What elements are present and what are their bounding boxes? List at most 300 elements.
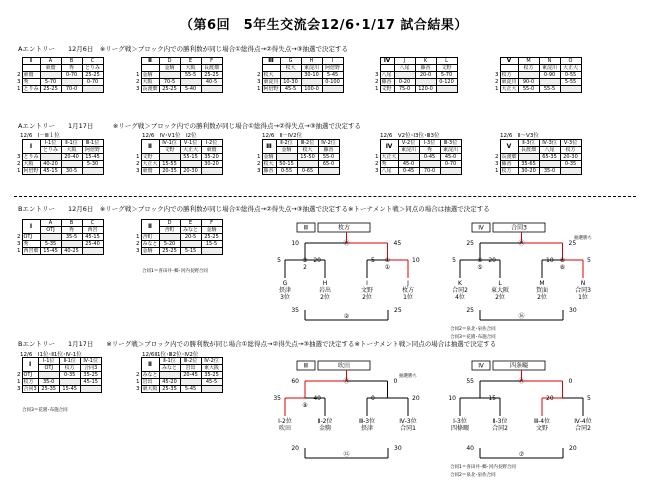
score-cell: 5-20 — [159, 241, 180, 248]
col-header: F — [201, 220, 222, 227]
b1-bracket-b-score-m1: 5 — [452, 257, 456, 264]
col-team: みなと — [159, 365, 180, 372]
col-team: 枚方 — [59, 365, 80, 372]
b1-bracket-a-match-no-3: ① — [384, 264, 391, 271]
row-team: 枚方 — [22, 379, 38, 386]
score-cell: 5-35 — [40, 241, 61, 248]
b2-bracket-b-score-top-r: 0 — [568, 378, 573, 385]
rank: 3 — [136, 248, 140, 254]
b2-bracket-b-score-m4: 5 — [587, 395, 591, 402]
score-cell: 0-55 — [276, 168, 297, 175]
row-team: 舎町 — [141, 234, 159, 241]
b2-bracket-a-seed-team-3: Ⅲ-3位 — [358, 418, 376, 425]
col-header: Ⅴ-1位 — [180, 140, 201, 147]
row-team: 大阪 — [141, 79, 159, 86]
score-cell: 0-100 — [322, 79, 343, 86]
col-header: Ⅲ-3位 — [440, 140, 461, 147]
rank: 2 — [17, 372, 21, 378]
b1-bracket-b-match-no: ⑭ — [518, 240, 525, 247]
row-team: 秀 — [22, 241, 40, 248]
col-header: D — [159, 58, 180, 65]
b1-bracket-b-match-no-2: ⑥ — [477, 257, 483, 264]
col-header: Ⅴ-2位 — [398, 140, 419, 147]
block-roman: Ⅱ — [141, 140, 159, 154]
col-team: 藤香 — [415, 65, 436, 72]
col-team: 金駒 — [159, 65, 180, 72]
rank: 1 — [136, 154, 140, 160]
b1-bracket-a-seed-code-4: J — [407, 280, 409, 287]
b1-bracket-a-seed-place-3: 2位 — [362, 294, 372, 301]
rank: 2 — [17, 72, 21, 78]
b2-bracket-b-seed-place-3: 文野 — [535, 425, 549, 432]
rank: 1 — [375, 86, 379, 92]
b1-bracket-b-score-top-r: 25 — [568, 240, 577, 247]
score-cell: 55-0 — [518, 86, 539, 93]
col-team: 金駒 — [201, 227, 222, 234]
score-cell: 5-45 — [180, 386, 201, 393]
score-cell: 45-15 — [80, 379, 101, 386]
rank: 1 — [17, 86, 21, 92]
a2-block-head-2: 12/6 Ⅳ･Ⅴ1位 Ⅰ2位 — [142, 133, 197, 139]
b2-bracket-b-score-m1: 10 — [448, 395, 456, 402]
row-team: 八尾 — [380, 72, 394, 79]
b1-bracket-b-seed-code-1: K — [458, 280, 462, 287]
col-team: 舎町 — [159, 227, 180, 234]
b1-bracket-a-champion-name: 枚方 — [337, 224, 351, 232]
score-cell: 35-5 — [61, 234, 82, 241]
score-cell: 70-5 — [159, 79, 180, 86]
score-cell: 45-20 — [159, 379, 180, 386]
score-cell: 0-70 — [82, 79, 103, 86]
col-team: 秀 — [61, 227, 82, 234]
row-team: 金駒 — [262, 154, 276, 161]
score-cell: 45-5 — [280, 86, 301, 93]
b2-bracket-b-score-m3: 20 — [546, 395, 554, 402]
score-cell: 25-40 — [82, 241, 103, 248]
b1-bracket-b-match-no-3: ⑧ — [559, 264, 566, 271]
b1-bracket-b-score-top-l: 25 — [466, 240, 474, 247]
rank: 3 — [375, 168, 379, 174]
row-team: 西宮畑 — [23, 248, 39, 254]
rank: 1 — [136, 72, 140, 78]
b1-bracket-b-badge: 抽選勝ち — [574, 236, 592, 241]
row-team: 岩出 — [141, 379, 159, 386]
rank: 2 — [17, 161, 21, 167]
col-team: みなと — [180, 227, 201, 234]
score-cell: 65-0 — [318, 161, 339, 168]
score-cell: 0-55 — [560, 72, 581, 79]
col-team: 八尾 — [394, 65, 415, 72]
col-header: Ⅱ-1位 — [61, 140, 82, 147]
b1-bracket-b-score-third-r: 30 — [569, 307, 577, 314]
score-cell: 15-45 — [40, 248, 61, 255]
b2-bracket-b-score-top-l: 55 — [466, 378, 474, 385]
b2-bracket-a-match-no: ⑪ — [343, 378, 350, 385]
col-team: 阿倍野 — [82, 147, 103, 154]
row-team: 長渡畑 — [501, 154, 517, 160]
score-cell: 25-25 — [40, 86, 61, 93]
b2-bracket-b-seed-place-2: 合同2 — [492, 425, 508, 432]
b1-bracket-b-seed-code-2: L — [498, 280, 502, 287]
b1-bracket-a-score-top-l: 10 — [291, 240, 299, 247]
rank: 3 — [495, 161, 499, 167]
row-team: 長渡畑 — [142, 86, 158, 92]
block-roman: Ⅴ — [500, 140, 518, 154]
score-cell: 0-90 — [539, 72, 560, 79]
b1-bracket-a-seed-code-3: I — [366, 280, 368, 287]
b2-bracket-a-seed-place-1: 吹田 — [278, 425, 292, 432]
row-team: 枚大 — [262, 72, 280, 79]
block-roman: Ⅰ — [22, 220, 40, 234]
score-cell: 20-5 — [180, 234, 201, 241]
col-header: Ⅰ-3位 — [419, 140, 440, 147]
col-team: 八尾 — [539, 147, 560, 154]
rank: 1 — [136, 379, 140, 385]
row-team: みなと — [142, 372, 158, 378]
rank: 2 — [136, 241, 140, 247]
b2-bracket-a-score-top-l: 60 — [291, 378, 299, 385]
col-header: I — [322, 58, 343, 65]
b1-bracket-a-match-no-2: ③ — [302, 257, 308, 264]
col-team: 大阪 — [180, 65, 201, 72]
block-roman: Ⅰ — [22, 358, 38, 372]
b1-bracket-a-score-m2: 20 — [313, 257, 321, 264]
col-team: 合同3 — [80, 365, 101, 372]
score-cell: 15-5 — [201, 241, 222, 248]
score-cell: 5-40 — [180, 86, 201, 93]
row-team: 藤香 — [500, 161, 518, 168]
b2-bracket-b-match-no: ⑪ — [518, 378, 525, 385]
score-cell: 25-25 — [159, 248, 180, 255]
col-header: J — [394, 58, 415, 65]
score-cell: 45-5 — [201, 379, 222, 386]
b2-bracket-b-score-third-l: 40 — [466, 445, 474, 452]
b1-bracket-a-seed-team-2: 岩出 — [318, 287, 332, 294]
score-cell: 55-5 — [539, 86, 560, 93]
rank: 3 — [257, 79, 261, 85]
col-team: とりみ — [82, 65, 103, 72]
col-team: 東鷲 — [40, 65, 61, 72]
score-cell: 40-5 — [201, 79, 222, 86]
b1-bracket-b-seed-code-3: M — [539, 280, 545, 287]
b1-bracket-a-score-m3: 5 — [371, 257, 375, 264]
b2-note: 合同3＝花園･布施合同 — [22, 408, 68, 413]
score-cell: 15-45 — [82, 154, 103, 161]
rank: 2 — [257, 72, 261, 78]
score-cell: 70-0 — [61, 86, 82, 93]
score-cell: 0-70 — [440, 161, 461, 168]
row-team: 大正大 — [142, 161, 158, 167]
score-cell: 0-65 — [297, 168, 318, 175]
col-header: Ⅳ-1位 — [159, 140, 180, 147]
b1-bracket-a-seed-code-1: G — [282, 280, 288, 287]
row-team: 八尾 — [380, 168, 398, 175]
col-header: Ⅱ-1位 — [59, 358, 80, 365]
b2-bracket-b-score-m2: 15 — [488, 395, 496, 402]
b1-bracket-b-seed-team-1: 合同2 — [452, 287, 468, 294]
score-cell: 30-5 — [61, 168, 82, 175]
b1-bracket-b-match-no-3: ⑧ — [559, 257, 566, 264]
rank: 1 — [495, 86, 499, 92]
rank: 2 — [136, 79, 140, 85]
score-cell: 15-50 — [297, 154, 318, 161]
b2-bracket-a-score-m4: 20 — [412, 395, 420, 402]
score-cell: 100-0 — [301, 86, 322, 93]
b2-bracket-a-seed-place-2: 金駒 — [318, 425, 332, 432]
b2-bracket-a-seed-place-3: 摂津 — [360, 425, 374, 432]
b1-bracket-a-seed-team-4: 枚方 — [401, 287, 415, 294]
b2-bracket-b-note1: 合同1＝喜田井･郷･河内長野合同 — [450, 465, 516, 470]
score-cell: 35-25 — [201, 372, 222, 379]
b2-bracket-a-score-top-r: 0 — [393, 378, 398, 385]
score-cell: 20-45 — [180, 372, 201, 379]
score-cell: 5-70 — [436, 72, 457, 79]
row-team: みなと — [142, 241, 158, 247]
score-cell: 35-20 — [201, 154, 222, 161]
col-team: 秀 — [419, 147, 440, 154]
row-team: 大正大 — [501, 86, 517, 92]
col-team: OTJ — [38, 365, 59, 372]
col-header: Ⅰ-2位 — [201, 140, 222, 147]
rank: 1 — [17, 168, 21, 174]
b2-bracket-b-note2: 合同2＝泉北･泉佐合同 — [450, 473, 496, 478]
rank: 3 — [136, 386, 140, 392]
section-b2-header: Bエントリー 1月17日 ※リーグ戦＞ブロック内での勝利数が同じ場合①総得点→②得失点→③抽選で決定する※トーナメント戦＞同点の場合は抽選で決定する — [18, 340, 497, 348]
col-team: 東淀川 — [440, 147, 461, 154]
col-team: 金駒 — [276, 147, 297, 154]
b2-bracket-a-score-third-r: 30 — [394, 445, 402, 452]
b2-bracket-a-block-roman: Ⅲ — [303, 362, 309, 370]
row-team: 文野 — [380, 86, 394, 93]
b2-bracket-a-seed-team-1: Ⅰ-2位 — [278, 418, 292, 425]
b1-bracket-b-champion-name: 合同3 — [511, 224, 527, 232]
col-header: L — [436, 58, 457, 65]
col-header: Ⅲ-1位 — [82, 140, 103, 147]
col-header: Ⅰ-1位 — [40, 140, 61, 147]
col-team: 大正大 — [560, 65, 581, 72]
rank: 2 — [17, 234, 21, 240]
score-cell: 40-25 — [61, 248, 82, 255]
score-cell: 40-20 — [40, 161, 61, 168]
b2-bracket-a-match-no-1: ⑨ — [302, 402, 308, 409]
b1-bracket-b-match-third: ⑯ — [518, 313, 525, 320]
page-title: （第6回 5年生交流会12/6･1/17 試合結果） — [180, 18, 468, 33]
b1-bracket-a-seed-place-1: 3位 — [280, 294, 290, 301]
block-roman: Ⅱ — [141, 58, 159, 65]
col-header: D — [159, 220, 180, 227]
score-cell: 0-45 — [398, 168, 419, 175]
col-header: Ⅱ-3位 — [518, 140, 539, 147]
score-cell: 55-5 — [180, 72, 201, 79]
col-header: N — [539, 58, 560, 65]
score-cell: 15-55 — [159, 161, 180, 168]
col-header: Ⅰ-1位 — [38, 358, 59, 365]
row-team: 東淀川 — [501, 79, 517, 85]
score-cell: 0-120 — [436, 79, 457, 86]
b2-bracket-b-champion-name: 四条畷 — [509, 362, 529, 370]
row-team: 秀 — [22, 79, 40, 86]
col-header: O — [560, 58, 581, 65]
block-roman: Ⅱ — [141, 358, 159, 372]
block-roman: Ⅳ — [380, 58, 394, 65]
col-team: 西宮 — [82, 227, 103, 234]
b1-bracket-b-seed-place-1: 4位 — [455, 294, 465, 301]
row-team: 東淀川 — [263, 79, 279, 85]
rank: 1 — [136, 234, 140, 240]
score-cell: 25-35 — [38, 386, 59, 393]
b1-bracket-a-seed-team-1: 摂津 — [278, 287, 292, 294]
rank: 1 — [495, 168, 499, 174]
col-team: 阿倍野 — [322, 65, 343, 72]
b1-bracket-b-seed-team-3: 賀面 — [535, 287, 549, 294]
col-header: Ⅲ-2位 — [180, 358, 201, 365]
col-team: 秀 — [61, 65, 82, 72]
rank: 1 — [257, 154, 261, 160]
b2-block-head-2: 12/6Ⅱ1位･Ⅲ2位･Ⅳ2位 — [142, 352, 199, 358]
rank: 1 — [17, 248, 21, 254]
score-cell: 0-70 — [61, 72, 82, 79]
score-cell: 45-15 — [82, 234, 103, 241]
score-cell: 45-0 — [440, 154, 461, 161]
rank: 2 — [495, 79, 499, 85]
b1-bracket-a-seed-place-2: 2位 — [320, 294, 330, 301]
score-cell: 5-70 — [40, 79, 61, 86]
row-team: 金駒 — [141, 72, 159, 79]
col-header: M — [518, 58, 539, 65]
col-team: 枚方 — [518, 65, 539, 72]
score-cell: 30-10 — [301, 72, 322, 79]
col-team: 藤香 — [318, 147, 339, 154]
col-header: Ⅲ-2位 — [297, 140, 318, 147]
score-cell: 30-20 — [201, 161, 222, 168]
rank: 3 — [136, 168, 140, 174]
rank: 1 — [375, 154, 379, 160]
block-roman: Ⅲ — [262, 140, 276, 154]
b2-bracket-a-score-m1: 35 — [273, 395, 281, 402]
col-team: 東大阪 — [201, 365, 222, 372]
row-team: 阿倍野 — [263, 86, 279, 92]
col-team: OTJ — [40, 227, 61, 234]
b2-bracket-b-score-third-r: 20 — [569, 445, 577, 452]
rank: 3 — [17, 79, 21, 85]
b2-bracket-a-badge: 抽選勝ち — [399, 374, 417, 379]
b2-bracket-b-match-third: ⑦ — [518, 451, 525, 458]
b1-bracket-b-seed-team-4: 合同3 — [575, 287, 591, 294]
score-cell: 0-35 — [560, 161, 581, 168]
b1-note: 合同1＝喜田井･郷･河内長野合同 — [142, 269, 208, 274]
score-cell: 20-30 — [560, 154, 581, 161]
score-cell: 55-15 — [180, 154, 201, 161]
rank: 3 — [495, 72, 499, 78]
col-team: 長渡畑 — [518, 147, 539, 154]
score-cell: 35-25 — [80, 372, 101, 379]
col-team: 枚方 — [560, 147, 581, 154]
rank: 3 — [375, 72, 379, 78]
score-cell: 5-45 — [322, 72, 343, 79]
b2-block-head-1: 12/6 Ⅰ1位･Ⅱ1位･Ⅳ-1位 — [20, 352, 82, 358]
b1-bracket-b-seed-place-4: 1位 — [578, 294, 588, 301]
row-team: 藤香 — [380, 79, 394, 86]
b1-bracket-a-seed-place-4: 1位 — [403, 294, 413, 301]
col-header: A — [40, 220, 61, 227]
block-roman: Ⅱ — [141, 220, 159, 234]
rank: 1 — [257, 86, 261, 92]
b1-bracket-a-block-roman: Ⅲ — [303, 224, 309, 232]
b1-bracket-a-match-third: ② — [343, 313, 350, 320]
b2-bracket-b-block-roman: Ⅳ — [478, 362, 484, 370]
a2-block-head-3: 12/6 Ⅱ－Ⅳ2位 — [262, 133, 303, 139]
row-team: 東大阪 — [142, 386, 158, 392]
block-roman: Ⅰ — [22, 58, 40, 65]
col-header: Ⅳ-3位 — [539, 140, 560, 147]
rank: 2 — [495, 154, 499, 160]
b1-bracket-b-score-m3: 10 — [546, 257, 554, 264]
score-cell: 25-35 — [159, 386, 180, 393]
score-cell: 0-20 — [394, 79, 415, 86]
row-team: OTJ — [22, 234, 40, 241]
rank: 2 — [375, 79, 379, 85]
col-team: とりみ — [40, 147, 61, 154]
col-team: 文野 — [159, 147, 180, 154]
b1-bracket-a-match-no-1: 2 — [303, 264, 307, 271]
score-cell: 45-15 — [40, 168, 61, 175]
b2-bracket-a-score-third-l: 20 — [291, 445, 299, 452]
score-cell: 65-35 — [539, 154, 560, 161]
section-b1-header: Bエントリー 12月6日 ※リーグ戦＞ブロック内での勝利数が同じ場合①総得点→②得失点→③抽選で決定する※トーナメント戦＞同点の場合は抽選で決定する — [18, 205, 490, 213]
col-header: B — [61, 220, 82, 227]
b1-bracket-a-score-m1: 5 — [277, 257, 281, 264]
rank: 3 — [17, 386, 21, 392]
col-header: C — [82, 58, 103, 65]
score-cell: 70-0 — [419, 168, 440, 175]
b1-bracket-a-match-no-3: ① — [384, 257, 391, 264]
b2-bracket-b-seed-team-2: Ⅱ-3位 — [492, 418, 508, 425]
b1-bracket-b-seed-place-3: 2位 — [537, 294, 547, 301]
b2-bracket-a-score-m3: 0 — [371, 395, 375, 402]
score-cell: 10-30 — [280, 79, 301, 86]
score-cell: 20-0 — [415, 72, 436, 79]
b1-bracket-a-score-third-r: 25 — [394, 307, 402, 314]
col-team: 大阪 — [61, 147, 82, 154]
b1-bracket-b-note1: 合同2＝泉北･泉佐合同 — [450, 327, 496, 332]
row-team: 大阪 — [22, 161, 40, 168]
col-header: E — [180, 58, 201, 65]
score-cell: 20-30 — [180, 168, 201, 175]
score-cell: 25-25 — [159, 86, 180, 93]
b1-bracket-a-match-no: ⑬ — [343, 240, 350, 247]
b2-bracket-b-seed-place-1: 四條畷 — [450, 425, 470, 432]
col-header: Ⅳ-1位 — [80, 358, 101, 365]
score-cell: 55-0 — [318, 154, 339, 161]
rank: 2 — [136, 372, 140, 378]
score-cell: 20-35 — [159, 168, 180, 175]
b1-bracket-a-score-third-l: 35 — [291, 307, 299, 314]
block-roman: Ⅲ — [262, 58, 280, 65]
col-header: B — [61, 58, 82, 65]
col-header: Ⅳ-2位 — [201, 358, 222, 365]
col-team: 長渡畑 — [201, 65, 222, 72]
score-cell: 25-25 — [201, 234, 222, 241]
col-header: Ⅱ-2位 — [276, 140, 297, 147]
col-header: F — [201, 58, 222, 65]
score-cell: 35-65 — [518, 161, 539, 168]
row-team: 枚方 — [500, 72, 518, 79]
col-header: E — [180, 220, 201, 227]
a2-block-head-5: 12/6 Ⅱ～Ⅴ3位 — [500, 133, 539, 139]
b1-bracket-b-seed-code-4: N — [580, 280, 586, 287]
b2-bracket-b-seed-team-4: Ⅳ-4位 — [574, 418, 592, 425]
b1-bracket-b-seed-place-2: 2位 — [495, 294, 505, 301]
